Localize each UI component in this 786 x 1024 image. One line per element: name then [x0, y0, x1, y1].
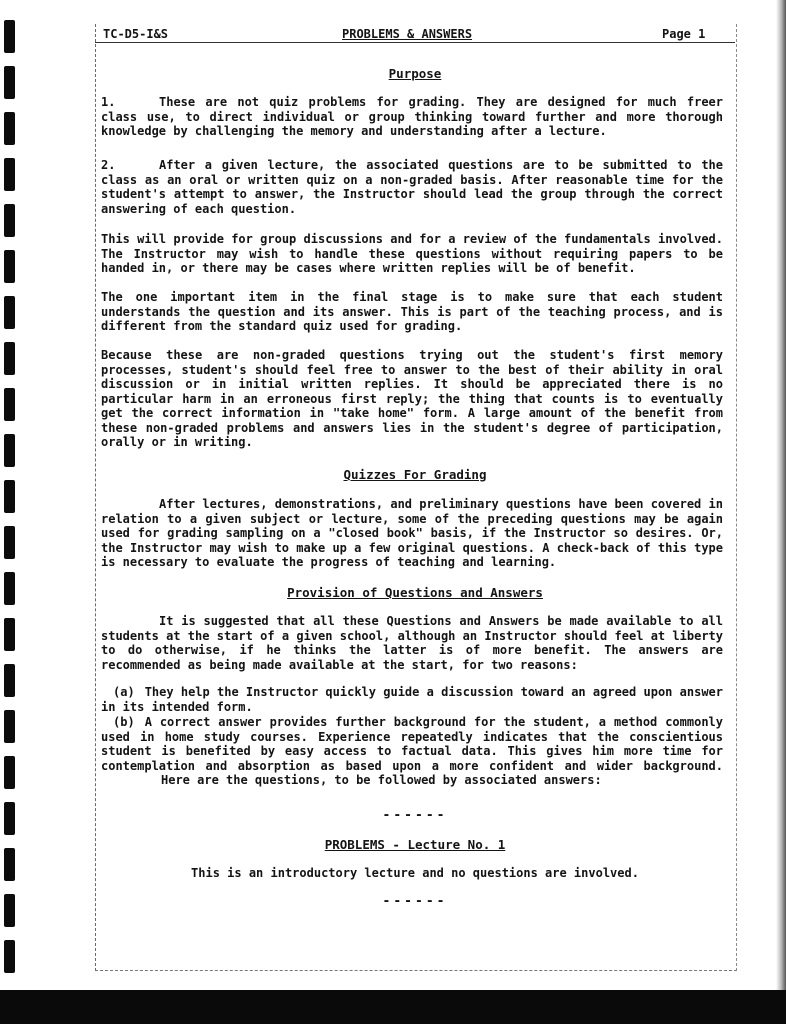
lecture-heading: PROBLEMS - Lecture No. 1 — [324, 837, 506, 852]
scan-bottom-border — [0, 990, 786, 1024]
doc-code: TC-D5-I&S — [103, 27, 169, 41]
quizzes-paragraph: After lectures, demonstrations, and preliminary questions have been covered in relation to a given subject or lecture, some of the preceding questions may be again used for grading sampling on a "closed book" basis, if the Instructor so desires. Or, the Instructor may wish to make up a few original questions. A check-back of this type is necessary to evaluate the progress of teaching and learning. — [101, 497, 723, 569]
reason-tail: Here are the questions, to be followed by associated answers: — [161, 773, 602, 787]
binder-hole — [4, 618, 15, 651]
binder-hole — [4, 342, 15, 375]
page-title: PROBLEMS & ANSWERS — [342, 27, 473, 41]
binder-hole — [4, 158, 15, 191]
binder-hole — [4, 388, 15, 421]
purpose-paragraph-5: Because these are non-graded questions trying out the student's first memory processes, student's should feel free to answer to the best of their ability in oral discussion or in initial written replies. It should be appreciated there is no particular harm in an erroneous first reply; the thing that counts is to eventually get the correct information in "take home" form. A large amount of the benefit from these non-graded problems and answers lies in the student's degree of participation, orally or in writing. — [101, 348, 723, 449]
separator: ------ — [382, 808, 448, 823]
purpose-paragraph-4: The one important item in the final stage is to make sure that each student understands the question and its answer. This is part of the teaching process, and is different from the standard quiz used for grading. — [101, 290, 723, 333]
binder-hole — [4, 296, 15, 329]
binder-hole — [4, 480, 15, 513]
binder-hole — [4, 894, 15, 927]
reason-text: They help the Instructor quickly guide a discussion toward an agreed upon answer in its intended form. — [101, 685, 723, 714]
binder-hole — [4, 112, 15, 145]
binder-hole — [4, 848, 15, 881]
binder-hole — [4, 434, 15, 467]
page-number: Page 1 — [662, 27, 706, 41]
purpose-heading: Purpose — [388, 66, 442, 81]
reason-label: (a) — [113, 685, 135, 699]
reason-label: (b) — [113, 715, 135, 729]
binder-hole — [4, 526, 15, 559]
header-rule — [95, 42, 735, 43]
separator: ------ — [382, 894, 448, 909]
quizzes-heading: Quizzes For Grading — [343, 467, 487, 482]
binder-hole — [4, 802, 15, 835]
provision-reason-b — [101, 715, 723, 788]
binder-holes — [4, 0, 18, 1024]
provision-reason-a — [101, 685, 723, 714]
purpose-paragraph-3: This will provide for group discussions and for a review of the fundamentals involved. The Instructor may wish to handle these questions without requiring papers to be handed in, or there may be cases where written replies will be of benefit. — [101, 232, 723, 275]
binder-hole — [4, 250, 15, 283]
provision-paragraph: It is suggested that all these Questions and Answers be made available to all students at the start of a given school, although an Instructor should feel at liberty to do otherwise, if he thinks the latter is of more benefit. The answers are recommended as being made available at the start, for two reasons: — [101, 614, 723, 672]
binder-hole — [4, 20, 15, 53]
provision-heading: Provision of Questions and Answers — [287, 585, 543, 600]
binder-hole — [4, 664, 15, 697]
binder-hole — [4, 940, 15, 973]
purpose-paragraph-1 — [101, 95, 723, 139]
paragraph-number: 1. — [101, 95, 116, 109]
page-edge-shadow — [776, 0, 786, 1024]
binder-hole — [4, 756, 15, 789]
reason-text: A correct answer provides further background for the student, a method commonly used in home study courses. Experience repeatedly indicates that the conscientious student is benefited by easy access to factual data. This gives him more time for contemplation and absorption as based upon a more confident and wider background. — [101, 715, 723, 773]
binder-hole — [4, 572, 15, 605]
binder-hole — [4, 710, 15, 743]
purpose-paragraph-2 — [101, 158, 723, 216]
binder-hole — [4, 204, 15, 237]
paragraph-number: 2. — [101, 158, 116, 172]
binder-hole — [4, 66, 15, 99]
paragraph-text: These are not quiz problems for grading. They are designed for much freer class use, to direct individual or group thinking toward further and more thorough knowledge by challenging the memory and understanding after a lecture. — [101, 95, 723, 138]
paragraph-text: After a given lecture, the associated questions are to be submitted to the class as an oral or written quiz on a non-graded basis. After reasonable time for the student's attempt to answer, the Instructor should lead the group through the correct answering of each question. — [101, 158, 723, 216]
lecture-text: This is an introductory lecture and no questions are involved. — [191, 866, 639, 880]
